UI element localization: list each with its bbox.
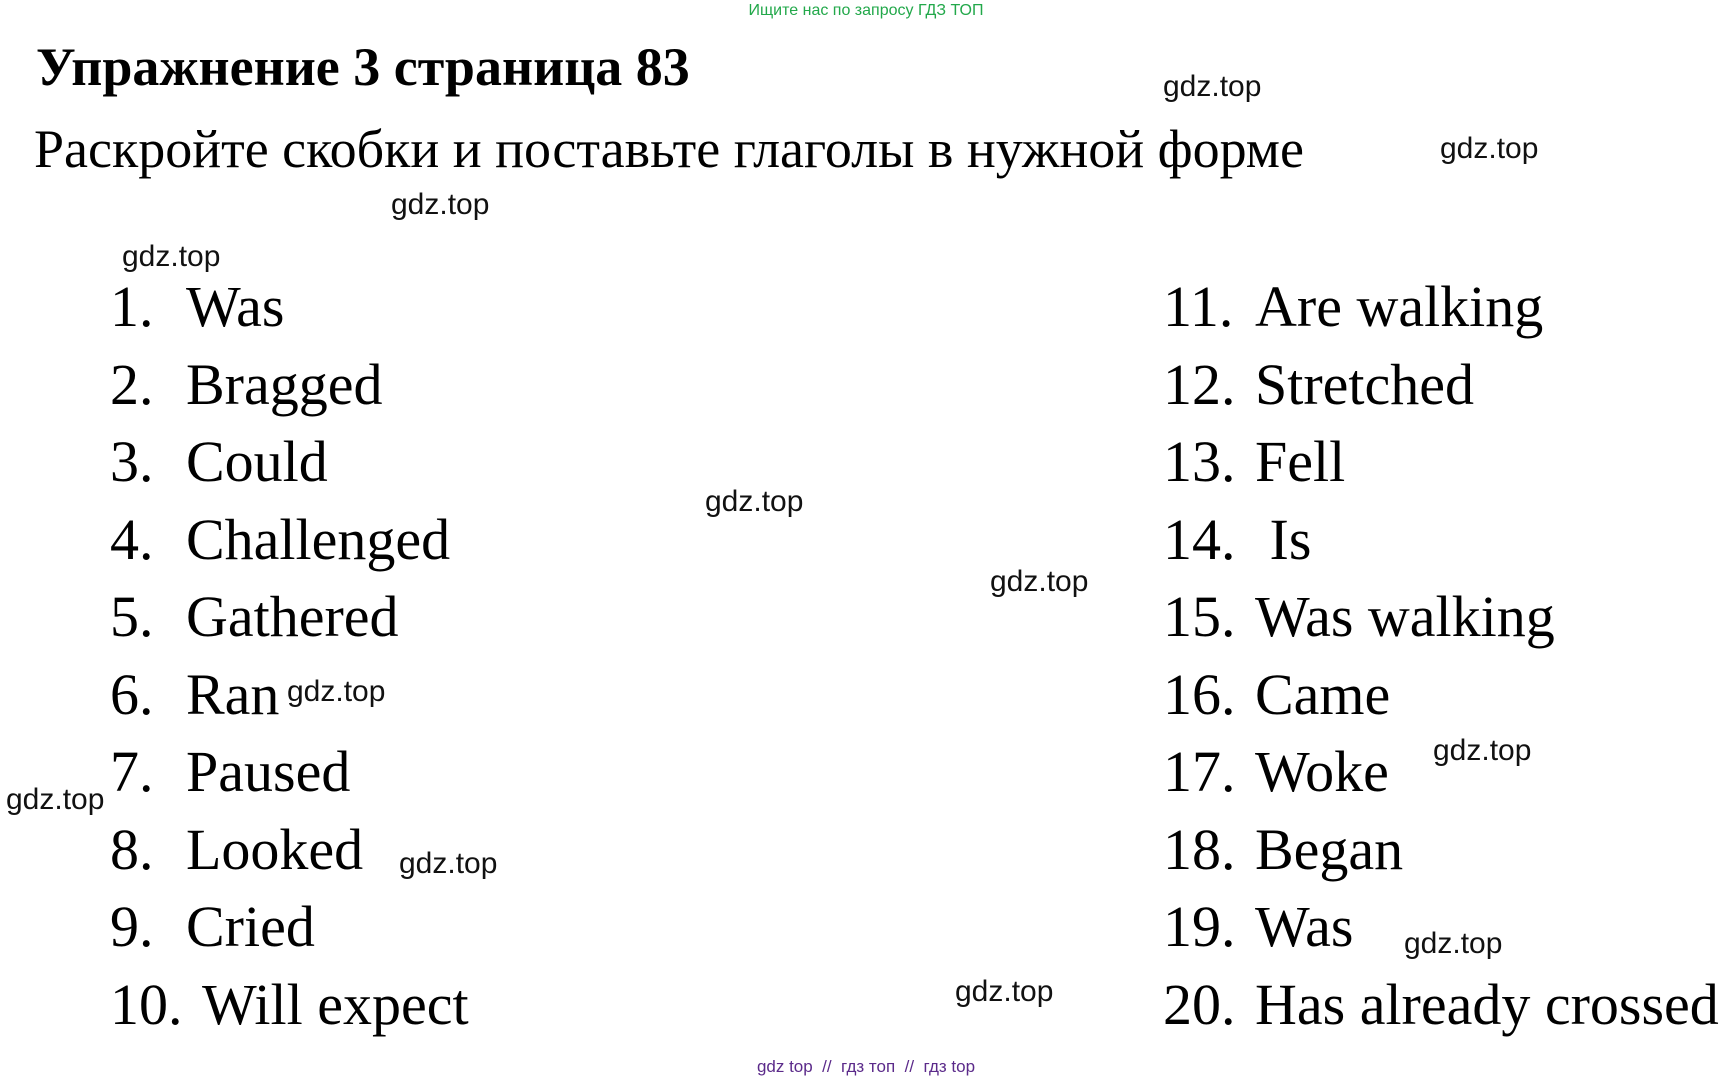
item-number: 1. bbox=[110, 274, 154, 339]
watermark: gdz.top bbox=[990, 565, 1089, 598]
item-text: Looked bbox=[186, 816, 364, 882]
item-text: Was walking bbox=[1255, 584, 1555, 649]
item-number: 11. bbox=[1163, 274, 1234, 339]
watermark: gdz.top bbox=[122, 240, 221, 273]
item-text: Challenged bbox=[186, 506, 451, 572]
list-item bbox=[110, 656, 469, 734]
list-item bbox=[110, 578, 469, 656]
watermark: gdz.top bbox=[705, 485, 804, 518]
list-item bbox=[1163, 733, 1719, 811]
watermark: gdz.top bbox=[287, 675, 386, 708]
answer-list-right bbox=[1163, 268, 1719, 1043]
answer-list-left bbox=[110, 268, 469, 1043]
list-item bbox=[1163, 346, 1719, 424]
item-text: Will expect bbox=[202, 971, 469, 1037]
watermark: gdz.top bbox=[391, 188, 490, 221]
item-text: Could bbox=[186, 429, 328, 494]
item-number: 8. bbox=[110, 816, 154, 882]
watermark: gdz.top bbox=[1404, 927, 1503, 960]
item-number: 3. bbox=[110, 429, 154, 494]
item-number: 10. bbox=[110, 971, 183, 1037]
item-number: 5. bbox=[110, 584, 154, 649]
exercise-instruction: Раскройте скобки и поставьте глаголы в нужной форме bbox=[34, 119, 1304, 179]
item-text: Are walking bbox=[1255, 274, 1544, 339]
list-item bbox=[110, 501, 469, 579]
watermark: gdz.top bbox=[6, 783, 105, 816]
list-item bbox=[1163, 888, 1719, 966]
item-text: Gathered bbox=[186, 584, 399, 649]
list-item bbox=[1163, 656, 1719, 734]
item-text: Fell bbox=[1255, 429, 1346, 494]
list-item bbox=[1163, 501, 1719, 579]
item-number: 12. bbox=[1163, 351, 1236, 417]
item-text: Ran bbox=[186, 661, 280, 727]
item-text: Woke bbox=[1255, 739, 1389, 804]
item-number: 15. bbox=[1163, 584, 1236, 649]
item-text: Was bbox=[1255, 894, 1354, 959]
item-text: Was bbox=[186, 274, 285, 339]
page-title: Упражнение 3 страница 83 bbox=[36, 37, 690, 97]
top-banner: Ищите нас по запросу ГДЗ ТОП bbox=[748, 2, 984, 19]
item-number: 14. bbox=[1163, 506, 1236, 572]
item-text: Stretched bbox=[1255, 351, 1475, 417]
list-item bbox=[110, 888, 469, 966]
item-number: 16. bbox=[1163, 661, 1236, 727]
item-text: Is bbox=[1255, 506, 1312, 572]
item-number: 19. bbox=[1163, 894, 1236, 959]
item-number: 18. bbox=[1163, 816, 1236, 882]
watermark: gdz.top bbox=[399, 847, 498, 880]
list-item bbox=[110, 811, 469, 889]
item-number: 17. bbox=[1163, 739, 1236, 804]
list-item bbox=[110, 268, 469, 346]
item-number: 20. bbox=[1163, 971, 1236, 1037]
item-text: Has already crossed bbox=[1255, 971, 1719, 1037]
item-text: Bragged bbox=[186, 351, 383, 417]
list-item bbox=[110, 423, 469, 501]
item-number: 6. bbox=[110, 661, 154, 727]
item-number: 9. bbox=[110, 894, 154, 959]
watermark: gdz.top bbox=[1433, 734, 1532, 767]
footer-links: gdz top // гдз топ // гдз top bbox=[756, 1057, 976, 1076]
item-number: 7. bbox=[110, 739, 154, 804]
list-item bbox=[1163, 966, 1719, 1044]
item-text: Began bbox=[1255, 816, 1404, 882]
list-item bbox=[110, 966, 469, 1044]
item-number: 13. bbox=[1163, 429, 1236, 494]
item-text: Paused bbox=[186, 739, 351, 804]
list-item bbox=[110, 733, 469, 811]
watermark: gdz.top bbox=[1163, 70, 1262, 103]
list-item bbox=[1163, 578, 1719, 656]
watermark: gdz.top bbox=[955, 975, 1054, 1008]
list-item bbox=[1163, 268, 1719, 346]
list-item bbox=[1163, 423, 1719, 501]
watermark: gdz.top bbox=[1440, 132, 1539, 165]
item-text: Cried bbox=[186, 894, 315, 959]
list-item bbox=[110, 346, 469, 424]
item-number: 4. bbox=[110, 506, 154, 572]
list-item bbox=[1163, 811, 1719, 889]
item-number: 2. bbox=[110, 351, 154, 417]
item-text: Came bbox=[1255, 661, 1391, 727]
